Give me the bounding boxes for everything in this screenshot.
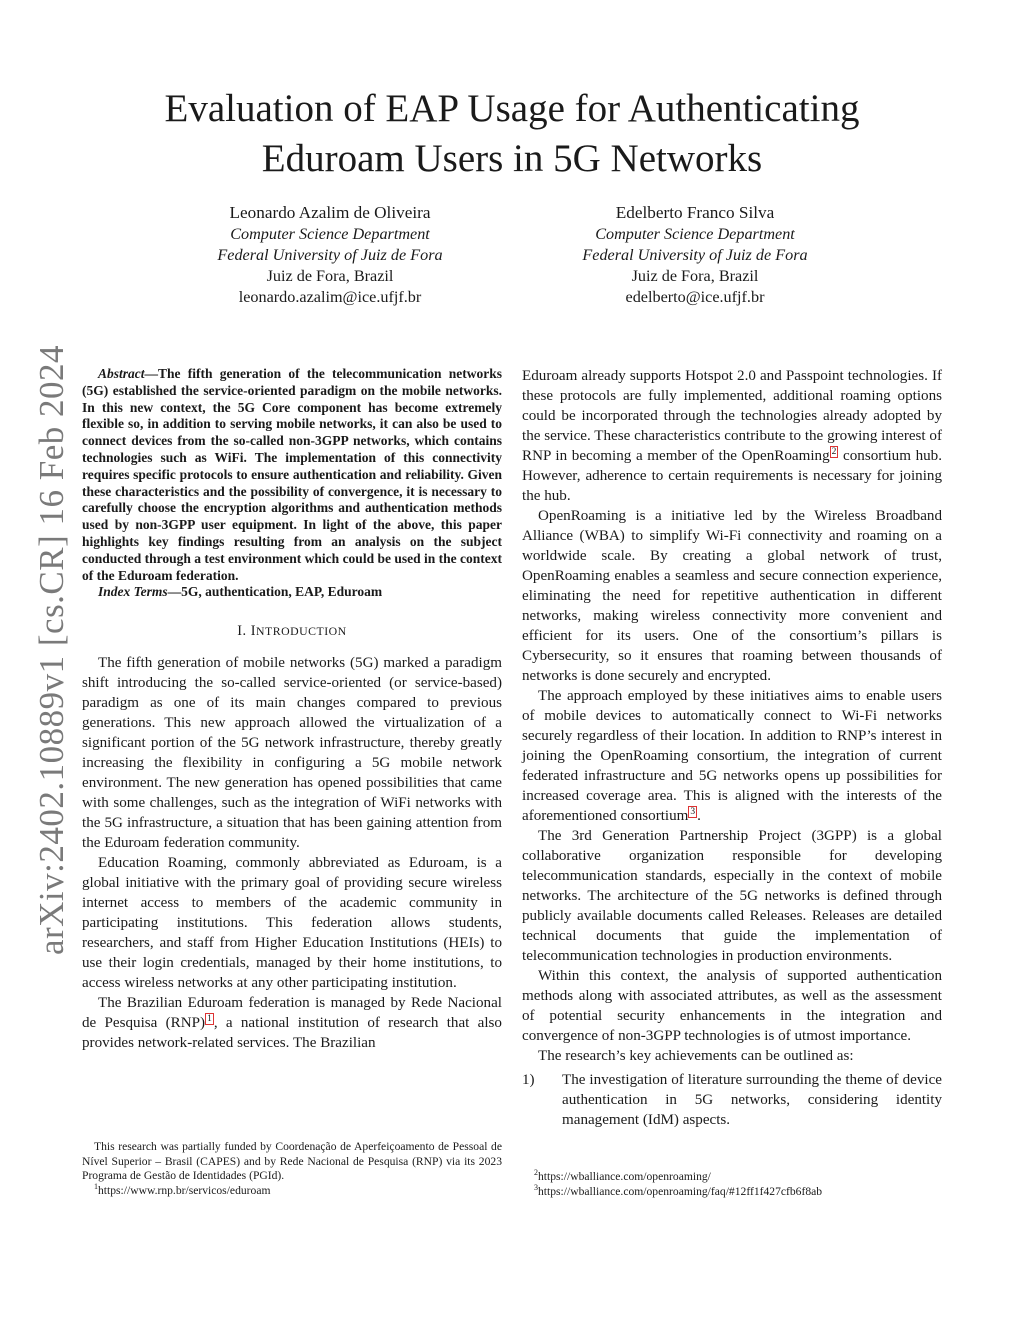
footnote-url[interactable]: https://wballiance.com/openroaming/faq/#12ff1f427cfb6f8ab	[538, 1184, 823, 1198]
author-city: Juiz de Fora, Brazil	[631, 267, 759, 285]
author-email: leonardo.azalim@ice.ufjf.br	[238, 288, 422, 306]
index-terms-dash: —	[167, 584, 182, 600]
paragraph: Within this context, the analysis of supported authentication methods along with associated attributes, as well as the assessment of potential security enhancements in the integration and convergence of non-3GPP technologies is of utmost importance.	[522, 968, 942, 1044]
footnote-1	[82, 1181, 502, 1199]
paragraph	[82, 993, 502, 1053]
abstract-label: Abstract	[98, 366, 145, 381]
title-line-2: Eduroam Users in 5G Networks	[261, 137, 763, 180]
author-email: edelberto@ice.ufjf.br	[625, 288, 765, 306]
author-university: Federal University of Juiz de Fora	[582, 246, 808, 264]
list-text: The investigation of literature surrounding the theme of device authentication in 5G networks, considering identity management (IdM) aspects.	[562, 1072, 942, 1128]
paragraph-text: The approach employed by these initiatives aims to enable users of mobile devices to automatically connect to Wi-Fi networks securely regardless of their location. In addition to RNP’s interest in joining the OpenRoaming consortium, the integration of current federated infrastructure and 5G networks opens up possibilities for increased coverage area. This is aligned with the interests of the aforementioned consortium	[522, 688, 942, 824]
index-terms-label: Index Terms	[98, 584, 168, 600]
arxiv-stamp: arXiv:2402.10889v1 [cs.CR] 16 Feb 2024	[32, 344, 71, 956]
author-name: Edelberto Franco Silva	[615, 203, 775, 222]
section-heading	[82, 621, 502, 641]
abstract	[82, 366, 502, 584]
paper-title	[0, 84, 1024, 184]
paragraph-text: .	[697, 808, 701, 824]
abstract-dash: —	[144, 366, 159, 381]
paragraph	[522, 366, 942, 506]
section-initial: I	[250, 623, 256, 640]
section-number: I.	[237, 623, 247, 640]
paragraph-text: The Brazilian Eduroam federation is managed by Rede Nacional de Pesquisa (RNP)	[82, 995, 502, 1032]
author-block-2	[525, 202, 865, 308]
paragraph: The research’s key achievements can be outlined as:	[538, 1048, 854, 1064]
left-column	[82, 366, 502, 1053]
footnotes-left	[82, 1140, 502, 1198]
footnote-url[interactable]: https://wballiance.com/openroaming/	[538, 1170, 711, 1183]
footnotes-right	[522, 1170, 942, 1199]
footnote-mark: 2	[534, 1168, 538, 1178]
footnote-2	[522, 1170, 942, 1185]
footnote-mark: 1	[94, 1181, 98, 1191]
paragraph: Education Roaming, commonly abbreviated as Eduroam, is a global initiative with the primary goal of providing secure wireless internet access to members of the academic community in participating institutions. This federation allows students, researchers, and staff from Higher Education Institutions (HEIs) to use their login credentials, managed by their home institutions, to access wireless networks at any other participating institution.	[82, 855, 502, 992]
author-block-1	[160, 202, 500, 308]
paragraph-text: , a national institution of research that also provides network-related services. The Brazilian	[82, 1015, 502, 1052]
author-university: Federal University of Juiz de Fora	[217, 246, 443, 264]
footnote-3	[522, 1182, 942, 1200]
paragraph	[522, 686, 942, 826]
paragraph: OpenRoaming is a initiative led by the Wireless Broadband Alliance (WBA) to simplify Wi-Fi connectivity and roaming on a worldwide scale. By creating a global network of trust, OpenRoaming enables a seamless and secure connection experience, eliminating the need for repetitive authentication in different networks, making wireless connectivity more convenient and efficient for its users. One of the consortium’s pillars is Cybersecurity, so it ensures that roaming between thousands of networks is done securely and encrypted.	[522, 508, 942, 684]
index-terms-text: 5G, authentication, EAP, Eduroam	[181, 584, 383, 600]
paragraph: The fifth generation of mobile networks (5G) marked a paradigm shift introducing the so-called service-oriented (or service-based) paradigm as one of its main changes compared to previous generations. This new approach allowed the virtualization of a significant portion of the 5G network infrastructure, thereby greatly increasing the flexibility in configuring a 5G mobile network environment. The new generation has opened possibilities that came with some challenges, such as the integration of WiFi networks with the 5G infrastructure, a situation that has been gaining attention from the Eduroam federation community.	[82, 655, 502, 852]
author-city: Juiz de Fora, Brazil	[266, 267, 394, 285]
author-department: Computer Science Department	[595, 225, 795, 243]
funding-note: This research was partially funded by Coordenação de Aperfeiçoamento de Pessoal de Nível Superior – Brasil (CAPES) and by Rede Nacional de Pesquisa (RNP) via its 2023 Programa de Gestão de Identidades (PGId).	[82, 1140, 502, 1183]
footnote-ref[interactable]: 1	[207, 1014, 212, 1025]
author-department: Computer Science Department	[230, 225, 430, 243]
list-item	[522, 1070, 942, 1130]
footnote-ref[interactable]: 2	[831, 446, 837, 457]
footnote-url[interactable]: https://www.rnp.br/servicos/eduroam	[98, 1183, 271, 1197]
author-name: Leonardo Azalim de Oliveira	[229, 203, 431, 222]
section-title-rest: NTRODUCTION	[255, 624, 347, 639]
right-column	[522, 366, 942, 1130]
paragraph: The 3rd Generation Partnership Project (3GPP) is a global collaborative organization responsible for developing telecommunication standards, especially in the context of mobile networks. The architecture of the 5G networks is defined through publicly available documents called Releases. Releases are detailed technical documents that guide the implementation of telecommunication technologies in production environments.	[522, 828, 942, 964]
index-terms	[82, 584, 502, 601]
footnote-ref[interactable]: 3	[690, 806, 696, 817]
title-line-1: Evaluation of EAP Usage for Authenticating	[164, 87, 860, 130]
abstract-text: The fifth generation of the telecommunication networks (5G) established the service-oriented paradigm on the mobile networks. In this new context, the 5G Core component has become extremely flexible so, in addition to serving mobile networks, it can also be used to connect devices from the so-called non-3GPP networks, which contains technologies such as WiFi. The implementation of this connectivity requires specific protocols to ensure authentication and reliability. Given these characteristics and the possibility of convergence, it is necessary to carefully choose the encryption algorithms and authentication methods used by non-3GPP user equipment. In light of the above, this paper highlights key findings resulting from an analysis on the subject conducted through a test environment which could be used in the context of the Eduroam federation.	[82, 366, 502, 583]
footnote-mark: 3	[534, 1182, 538, 1192]
list-number: 1)	[522, 1072, 535, 1088]
paragraph-text: Eduroam already supports Hotspot 2.0 and Passpoint technologies. If these protocols are fully implemented, additional roaming options could be incorporated through the technologies already adopted by the service. These characteristics contribute to the growing interest of RNP in becoming a member of the OpenRoaming	[522, 368, 942, 464]
paragraph-text: consortium hub. However, adherence to certain requirements is necessary for joining the hub.	[522, 448, 942, 504]
